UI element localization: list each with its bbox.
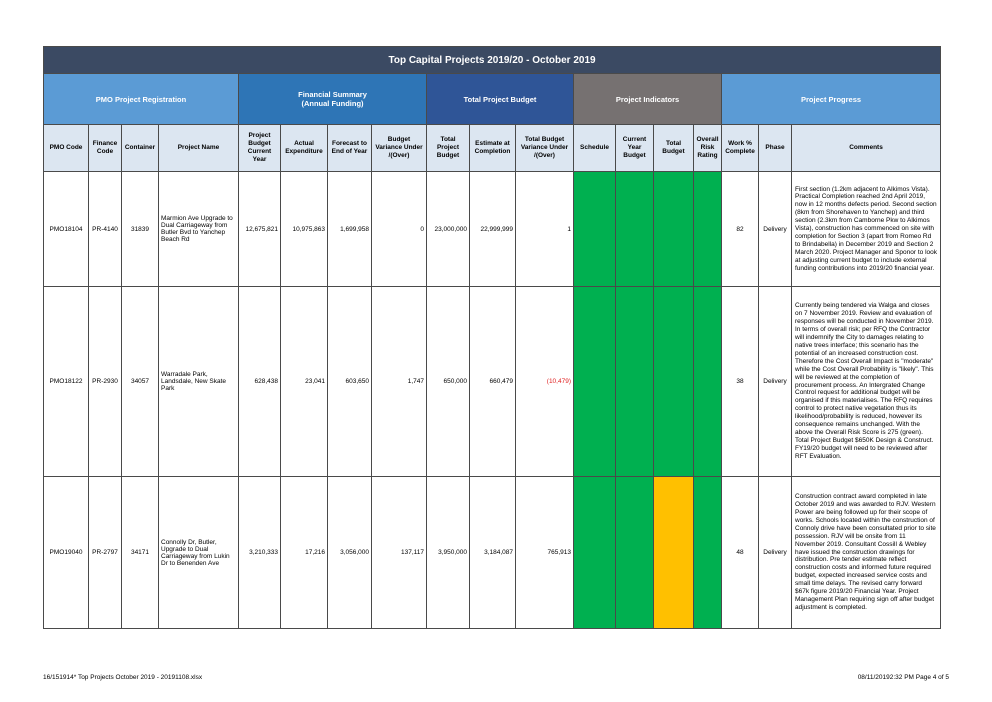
cell-finance-code: PR-2797 [89, 477, 122, 629]
cell-budget-current-year: 3,210,333 [239, 477, 281, 629]
col-work-complete: Work % Complete [722, 125, 759, 172]
footer-file-name: 16/151914* Top Projects October 2019 - 20191108.xlsx [43, 674, 203, 681]
cell-work-complete: 48 [722, 477, 759, 629]
group-project-indicators: Project Indicators [574, 74, 722, 125]
total-budget-indicator [654, 287, 694, 477]
cell-phase: Delivery [759, 477, 792, 629]
footer-date-page: 08/11/20192:32 PM Page 4 of 5 [857, 674, 949, 681]
cell-total-budget-variance: (10,479) [516, 287, 574, 477]
table-row [44, 172, 941, 287]
cell-forecast-end-year: 603,650 [328, 287, 372, 477]
col-schedule: Schedule [574, 125, 616, 172]
group-financial-line2: (Annual Funding) [301, 99, 364, 108]
cell-total-project-budget: 650,000 [427, 287, 470, 477]
cell-phase: Delivery [759, 287, 792, 477]
table-row [44, 287, 941, 477]
col-total-budget-indicator: Total Budget [654, 125, 694, 172]
cell-budget-current-year: 628,438 [239, 287, 281, 477]
col-finance-code: Finance Code [89, 125, 122, 172]
cell-work-complete: 38 [722, 287, 759, 477]
current-year-budget-indicator [616, 477, 654, 629]
cell-total-project-budget: 3,950,000 [427, 477, 470, 629]
cell-work-complete: 82 [722, 172, 759, 287]
schedule-indicator [574, 477, 616, 629]
col-phase: Phase [759, 125, 792, 172]
group-project-progress: Project Progress [722, 74, 941, 125]
cell-total-project-budget: 23,000,000 [427, 172, 470, 287]
cell-total-budget-variance: 765,913 [516, 477, 574, 629]
cell-budget-variance: 0 [372, 172, 427, 287]
cell-finance-code: PR-2930 [89, 287, 122, 477]
overall-risk-indicator [694, 172, 722, 287]
report-sheet [43, 46, 940, 629]
group-pmo-registration: PMO Project Registration [44, 74, 239, 125]
col-budget-variance: Budget Variance Under /(Over) [372, 125, 427, 172]
col-pmo-code: PMO Code [44, 125, 89, 172]
cell-comments: Currently being tendered via Walga and closes on 7 November 2019. Review and evaluation of responses will be conducted in November 2019. In terms of overall risk; per RFQ the Contractor will indemnify the City to damages relating to native trees interface; this scenario has the potential of an increased construction cost. Therefore the Cost Overall Impact is "moderate" while the Cost Overall Probability is "likely". This will be reviewed at the completion of procurement process. An Intergrated Change Control request for additional budget will be organised if this materialises. The RFQ requires control to protect native vegetation thus its likelihood/probability is reduced, however its consequence remains unchanged. With the above the Overall Risk Score is 275 (green). Total Project Budget $650K Design & Construct. FY19/20 budget will need to be reviewed after RFT Evaluation. [792, 287, 941, 477]
cell-forecast-end-year: 3,056,000 [328, 477, 372, 629]
col-total-budget-variance: Total Budget Variance Under /(Over) [516, 125, 574, 172]
col-project-name: Project Name [159, 125, 239, 172]
col-current-year-budget: Current Year Budget [616, 125, 654, 172]
cell-project-name: Warradale Park, Landsdale, New Skate Park [159, 287, 239, 477]
cell-finance-code: PR-4140 [89, 172, 122, 287]
col-estimate-completion: Estimate at Completion [470, 125, 516, 172]
col-actual-expenditure: Actual Expenditure [281, 125, 328, 172]
schedule-indicator [574, 172, 616, 287]
col-total-project-budget: Total Project Budget [427, 125, 470, 172]
cell-budget-current-year: 12,675,821 [239, 172, 281, 287]
schedule-indicator [574, 287, 616, 477]
overall-risk-indicator [694, 477, 722, 629]
group-financial-summary [239, 74, 427, 125]
cell-forecast-end-year: 1,699,958 [328, 172, 372, 287]
cell-comments: First section (1.2km adjacent to Alkimos Vista). Practical Completion reached 2nd April 2019, now in 12 months defects period. Second section (8km from Shorehaven to Yanchep) and third section (2.3km from Camborne Pkw to Alkimos Vista), construction has commenced on site with completion for Section 3 (apart from Romeo Rd to Brindabella) in December 2019 and Section 2 March 2020. Project Manager and Sponor to look at adjusting current budget to include external funding contributions into 2019/20 financial year. [792, 172, 941, 287]
total-budget-indicator [654, 477, 694, 629]
cell-phase: Delivery [759, 172, 792, 287]
cell-container: 31839 [122, 172, 159, 287]
cell-estimate-completion: 660,479 [470, 287, 516, 477]
cell-total-budget-variance: 1 [516, 172, 574, 287]
report-title: Top Capital Projects 2019/20 - October 2019 [44, 47, 941, 74]
col-budget-current-year: Project Budget Current Year [239, 125, 281, 172]
cell-project-name: Marmion Ave Upgrade to Dual Carriageway from Butler Bvd to Yanchep Beach Rd [159, 172, 239, 287]
current-year-budget-indicator [616, 172, 654, 287]
col-container: Container [122, 125, 159, 172]
cell-actual-expenditure: 23,041 [281, 287, 328, 477]
col-forecast-end-year: Forecast to End of Year [328, 125, 372, 172]
total-budget-indicator [654, 172, 694, 287]
col-comments: Comments [792, 125, 941, 172]
group-financial-line1: Financial Summary [298, 90, 367, 99]
cell-estimate-completion: 22,999,999 [470, 172, 516, 287]
cell-pmo-code: PMO18122 [44, 287, 89, 477]
cell-container: 34057 [122, 287, 159, 477]
table-row [44, 477, 941, 629]
cell-actual-expenditure: 10,975,863 [281, 172, 328, 287]
cell-budget-variance: 137,117 [372, 477, 427, 629]
cell-budget-variance: 1,747 [372, 287, 427, 477]
current-year-budget-indicator [616, 287, 654, 477]
col-overall-risk: Overall Risk Rating [694, 125, 722, 172]
cell-comments: Construction contract award completed in late October 2019 and was awarded to RJV. Western Power are being followed up for their scope of works. Schools located within the construction of Connoly drive have been consultated prior to site possession. RJV will be onsite from 11 November 2019. Consultant Cossill & Webley have issued the construction drawings for distribution. Pre tender estimate reflect construction costs and informed future required budget, expected increased service costs and small time delays. The revised carry forward $67k figure 2019/20 Financial Year. Project Management Plan requiring sign off after budget adjustment is completed. [792, 477, 941, 629]
group-total-project-budget: Total Project Budget [427, 74, 574, 125]
cell-estimate-completion: 3,184,087 [470, 477, 516, 629]
capital-projects-table [43, 46, 941, 629]
cell-actual-expenditure: 17,216 [281, 477, 328, 629]
cell-container: 34171 [122, 477, 159, 629]
overall-risk-indicator [694, 287, 722, 477]
cell-pmo-code: PMO19040 [44, 477, 89, 629]
cell-pmo-code: PMO18104 [44, 172, 89, 287]
cell-project-name: Connolly Dr, Butler, Upgrade to Dual Carriageway from Lukin Dr to Benenden Ave [159, 477, 239, 629]
